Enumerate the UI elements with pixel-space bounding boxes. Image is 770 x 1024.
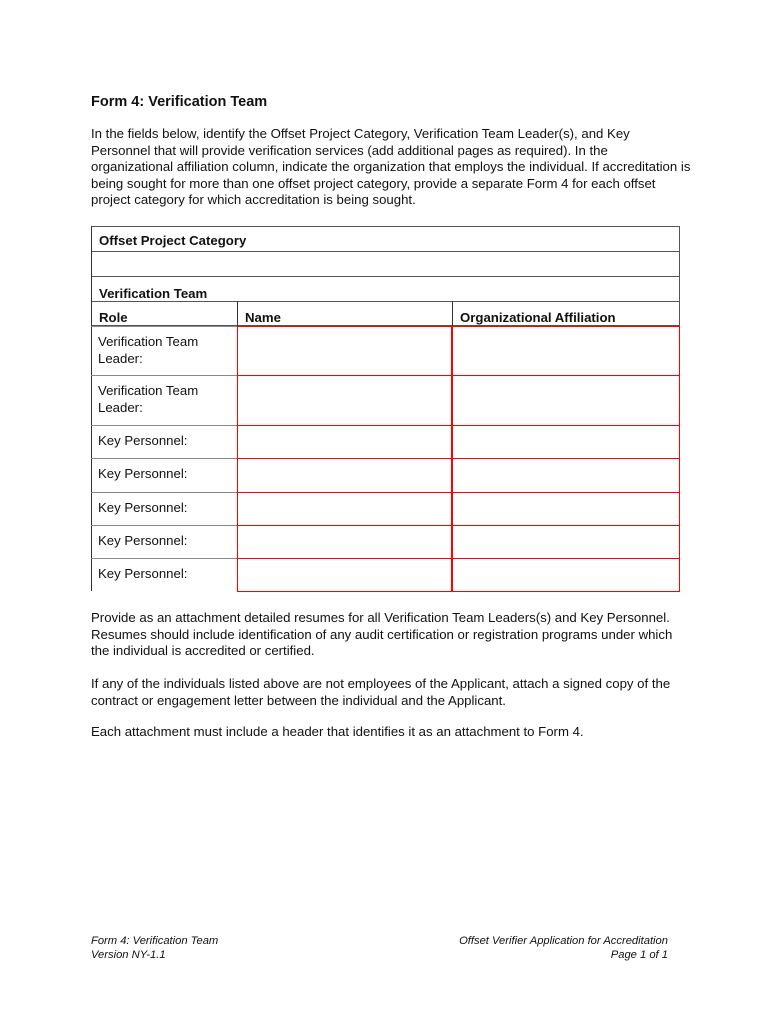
footer-left xyxy=(91,934,218,962)
name-input[interactable] xyxy=(237,425,452,459)
footer-application: Offset Verifier Application for Accreditation xyxy=(459,935,668,947)
name-input[interactable] xyxy=(237,458,452,493)
team-label-row xyxy=(91,276,680,301)
name-input[interactable] xyxy=(237,558,452,592)
footer-right xyxy=(459,934,668,962)
resumes-paragraph: Provide as an attachment detailed resumes for all Verification Team Leaders(s) and Key Personnel. Resumes should include identification of any audit certification or registration programs under which the individual is accredited or certified. xyxy=(91,610,673,659)
column-affiliation: Organizational Affiliation xyxy=(460,310,616,325)
category-label: Offset Project Category xyxy=(99,233,247,248)
role-cell: Verification Team Leader: xyxy=(91,326,237,375)
role-cell: Key Personnel: xyxy=(91,558,237,591)
affiliation-input[interactable] xyxy=(452,375,680,426)
column-role: Role xyxy=(99,310,128,325)
form-title: Form 4: Verification Team xyxy=(91,94,268,110)
affiliation-input[interactable] xyxy=(452,558,680,592)
team-label: Verification Team xyxy=(99,286,208,301)
role-cell: Key Personnel: xyxy=(91,458,237,492)
role-cell: Key Personnel: xyxy=(91,425,237,458)
footer-version: Version NY-1.1 xyxy=(91,949,166,961)
affiliation-input[interactable] xyxy=(452,425,680,459)
category-input[interactable] xyxy=(91,251,680,276)
footer-form-name: Form 4: Verification Team xyxy=(91,935,219,947)
intro-paragraph: In the fields below, identify the Offset Project Category, Verification Team Leader(s), and Key Personnel that will provide verification services (add additional pages as required). In the organizational affiliation column, indicate the organization that employs the individual. If accreditation is being sought for more than one offset project category, provide a separate Form 4 for each offset project category for which accreditation is being sought. xyxy=(91,126,691,208)
attachment-paragraph: Each attachment must include a header that identifies it as an attachment to Form 4. xyxy=(91,724,584,739)
affiliation-input[interactable] xyxy=(452,458,680,493)
category-header-row xyxy=(91,226,680,251)
affiliation-input[interactable] xyxy=(452,525,680,559)
footer-page-number: Page 1 of 1 xyxy=(610,949,668,961)
name-input[interactable] xyxy=(237,525,452,559)
name-input[interactable] xyxy=(237,375,452,426)
name-input[interactable] xyxy=(237,492,452,526)
contract-paragraph: If any of the individuals listed above are not employees of the Applicant, attach a signed copy of the contract or engagement letter between the individual and the Applicant. xyxy=(91,676,671,708)
role-cell: Key Personnel: xyxy=(91,525,237,558)
column-header-row xyxy=(91,301,680,326)
column-name: Name xyxy=(245,310,281,325)
role-cell: Key Personnel: xyxy=(91,492,237,525)
role-cell: Verification Team Leader: xyxy=(91,375,237,425)
affiliation-input[interactable] xyxy=(452,326,680,376)
name-input[interactable] xyxy=(237,326,452,376)
affiliation-input[interactable] xyxy=(452,492,680,526)
